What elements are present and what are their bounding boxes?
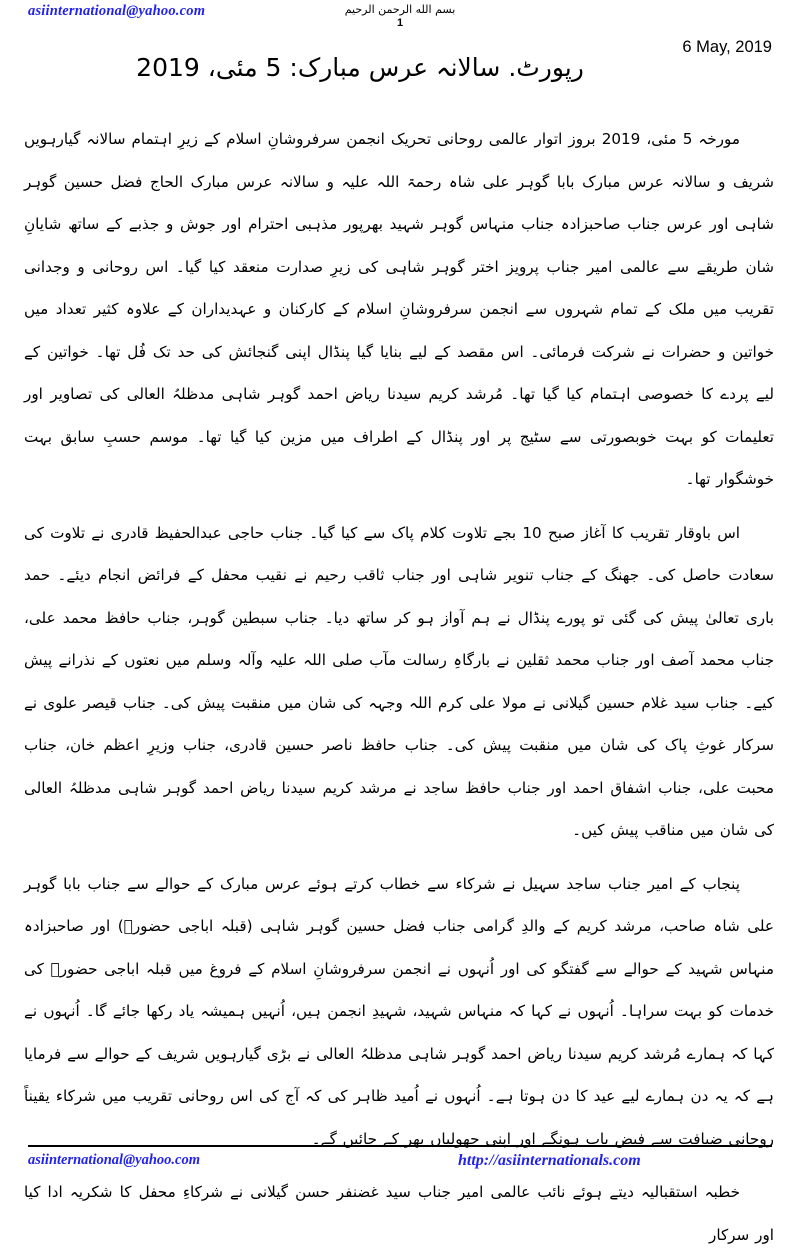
- footer-divider: [28, 1145, 772, 1147]
- bismillah-text: بسم الله الرحمن الرحيم: [344, 3, 456, 16]
- body-paragraph: مورخہ 5 مئی، 2019 بروز اتوار عالمی روحانی تحریک انجمن سرفروشانِ اسلام کے زیرِ اہتمام سالانہ گیارہویں شریف و سالانہ عرس مبارک بابا گوہر علی شاہ رحمۃ اللہ علیہ و سالانہ عرس مبارک الحاج فضل حسین گوہر شاہی اور عرس جناب صاحبزادہ جناب منہاس گوہر شہید بھرپور مذہبی احترام اور جوش و جذبے کے ساتھ شایانِ شان طریقے سے عالمی امیر جناب پرویز اختر گوہر شاہی کی زیرِ صدارت منعقد کیا گیا۔ اس روحانی و وجدانی تقریب میں ملک کے تمام شہروں سے انجمن سرفروشانِ اسلام کے کارکنان و عہدیداران کے علاوہ کثیر تعداد میں خواتین و حضرات نے شرکت فرمائی۔ اس مقصد کے لیے بنایا گیا پنڈال اپنی گنجائش کی حد تک فُل تھا۔ خواتین کے لیے پردے کا خصوصی اہتمام کیا گیا تھا۔ مُرشد کریم سیدنا ریاض احمد گوہر شاہی مدظلہُ العالی کی تصاویر اور تعلیمات کو بہت خوبصورتی سے سٹیج پر اور پنڈال کے اطراف میں مزین کیا گیا تھا۔ موسم حسبِ سابق بہت خوشگوار تھا۔: [24, 130, 774, 488]
- document-footer: [0, 1138, 800, 1200]
- footer-website-url[interactable]: http://asiinternationals.com: [458, 1152, 641, 1169]
- page-title: رپورٹ. سالانہ عرس مبارک: 5 مئی، 2019: [136, 53, 584, 82]
- body-paragraph: پنجاب کے امیر جناب ساجد سہیل نے شرکاء سے خطاب کرتے ہوئے عرس مبارک کے حوالے سے جناب بابا گوہر علی شاہ صاحب، مرشد کریم کے والدِ گرامی جناب فضل حسین گوہر شاہی (قبلہ اباجی حضورؒ) اور صاحبزادہ منہاس شہید کے حوالے سے گفتگو کی اور اُنہوں نے انجمن سرفروشانِ اسلام کے فروغ میں قبلہ اباجی حضورؒ کی خدمات کو بہت سراہا۔ اُنہوں نے کہا کہ منہاس شہید، شہیدِ انجمن ہیں، اُنہیں ہمیشہ یاد رکھا جائے گا۔ اُنہوں نے کہا کہ ہمارے مُرشد کریم سیدنا ریاض احمد گوہر شاہی مدظلہُ العالی نے بڑی گیارہویں شریف کے حوالے سے فرمایا ہے کہ یہ دن ہمارے لیے عید کا دن ہوتا ہے۔ اُنہوں نے اُمید ظاہر کی کہ آج کی اس روحانی تقریب میں شرکاء یقیناً روحانی ضیافت سے فیض یاب ہونگے اور اپنی جھولیاں بھر کے جائیں گے۔: [24, 874, 774, 1148]
- document-date: 6 May, 2019: [682, 38, 772, 56]
- footer-email-address[interactable]: asiinternational@yahoo.com: [28, 1152, 200, 1168]
- header-email-address: asiinternational@yahoo.com: [28, 3, 206, 19]
- body-paragraph: خطبہ استقبالیہ دیتے ہوئے نائب عالمی امیر جناب سید غضنفر حسن گیلانی نے شرکاءِ محفل کا شکریہ ادا کیا اور سرکار: [24, 1183, 774, 1244]
- body-paragraph: اس باوقار تقریب کا آغاز صبح 10 بجے تلاوت کلام پاک سے کیا گیا۔ جناب حاجی عبدالحفیظ قادری نے تلاوت کی سعادت حاصل کی۔ جھنگ کے جناب تنویر شاہی اور جناب ثاقب رحیم نے نقیب محفل کے فرائض انجام دیئے۔ حمد باری تعالیٰ پیش کی گئی تو پورے پنڈال نے ہم آواز ہو کر ساتھ دیا۔ جناب سبطین گوہر، جناب حافظ محمد علی، جناب محمد آصف اور جناب محمد ثقلین نے بارگاہِ رسالت مآب صلی اللہ علیہ وآلہ وسلم میں نعتوں کے نذرانے پیش کیے۔ جناب سید غلام حسین گیلانی نے مولا علی کرم اللہ وجہہ کی شان میں منقبت پیش کی۔ جناب قیصر علوی نے سرکار غوثِ پاک کی شان میں منقبت پیش کی۔ جناب حافظ ناصر حسین قادری، جناب وزیرِ اعظم خان، جناب محبت علی، جناب اشفاق احمد اور جناب حافظ ساجد نے مرشد کریم سیدنا ریاض احمد گوہر شاہی مدظلہُ العالی کی شان میں مناقب پیش کیں۔: [24, 523, 774, 839]
- page-number: 1: [396, 17, 404, 29]
- document-header: [0, 0, 800, 112]
